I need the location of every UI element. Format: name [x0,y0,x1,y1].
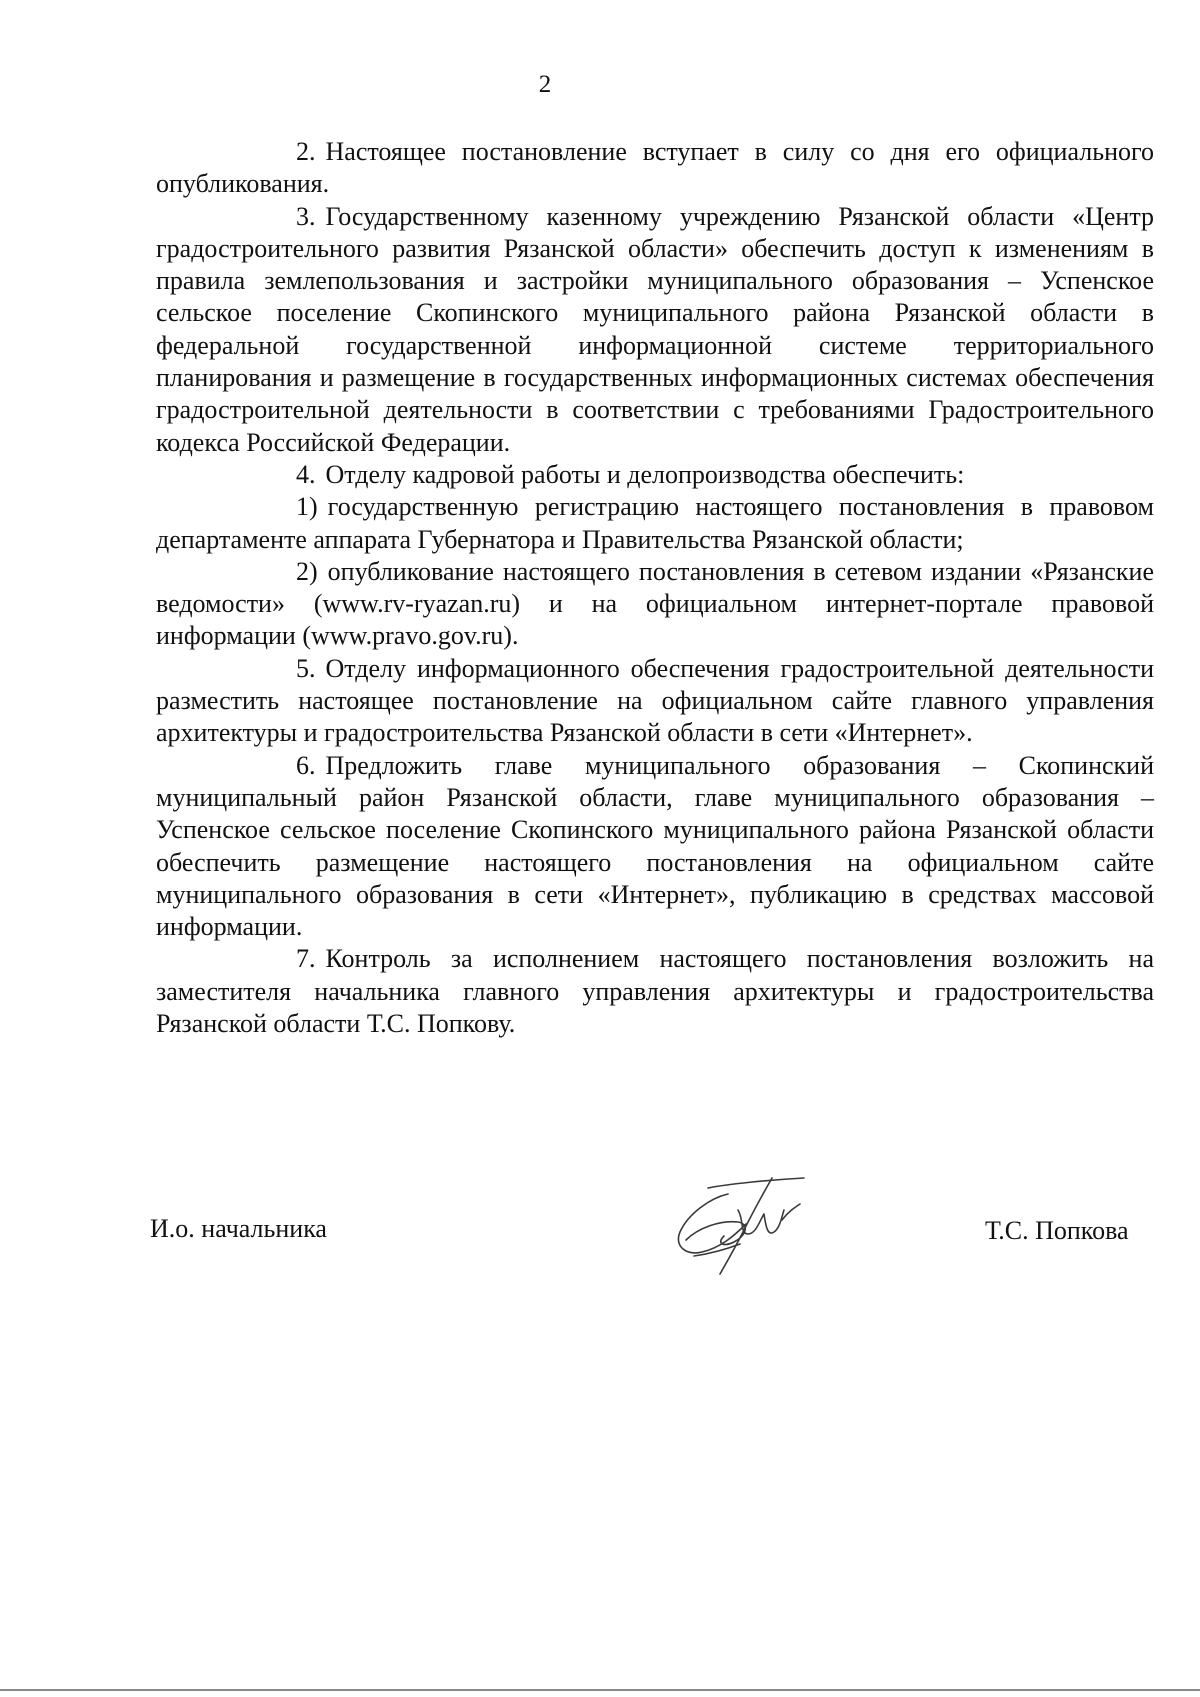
paragraph-4-2 [156,556,1154,653]
signatory-role: И.о. начальника [150,1214,327,1243]
paragraph-text: Отделу кадровой работы и делопроизводства обеспечить: [325,459,965,489]
paragraph-4 [156,459,1154,491]
paragraph-text: государственную регистрацию настоящего постановления в правовом департаменте аппарата Губернатора и Правительства Рязанской области; [156,492,1154,554]
signature-block [0,1170,1200,1290]
handwritten-signature [668,1170,838,1280]
page-bottom-edge [0,1689,1200,1691]
paragraph-text: опубликование настоящего постановления в сетевом издании «Рязанские ведомости» (www.rv-ryazan.ru) и на официальном интернет-портале правовой информации (www.pravo.gov.ru). [156,556,1154,651]
paragraph-2 [156,136,1154,201]
subparagraph-number: 2) [296,556,318,586]
page-number: 2 [538,71,552,98]
signatory-name: Т.С. Попкова [985,1216,1129,1245]
paragraph-text: Настоящее постановление вступает в силу со дня его официального опубликования. [156,137,1154,199]
paragraph-text: Контроль за исполнением настоящего постановления возложить на заместителя начальника главного управления архитектуры и градостроительства Рязанской области Т.С. Попкову. [156,944,1154,1039]
document-body [156,136,1154,1040]
paragraph-5 [156,653,1154,750]
paragraph-3 [156,201,1154,459]
paragraph-6 [156,750,1154,944]
paragraph-number: 6. [296,750,316,780]
paragraph-number: 3. [296,201,316,231]
paragraph-text: Отделу информационного обеспечения градостроительной деятельности разместить настоящее постановление на официальном сайте главного управления архитектуры и градостроительства Рязанской области в сети «Интернет». [156,653,1154,748]
paragraph-7 [156,943,1154,1040]
paragraph-4-1 [156,491,1154,556]
paragraph-text: Предложить главе муниципального образования – Скопинский муниципальный район Рязанской области, главе муниципального образования – Успенское сельское поселение Скопинского муниципального района Рязанской области обеспечить размещение настоящего постановления на официальном сайте муниципального образования в сети «Интернет», публикацию в средствах массовой информации. [156,750,1154,942]
paragraph-number: 7. [296,944,316,974]
paragraph-text: Государственному казенному учреждению Рязанской области «Центр градостроительного развития Рязанской области» обеспечить доступ к изменениям в правила землепользования и застройки муниципального образования – Успенское сельское поселение Скопинского муниципального района Рязанской области в федеральной государственной информационной системе территориального планирования и размещение в государственных информационных системах обеспечения градостроительной деятельности в соответствии с требованиями Градостроительного кодекса Российской Федерации. [156,201,1154,457]
paragraph-number: 5. [296,653,316,683]
paragraph-number: 2. [296,137,316,166]
subparagraph-number: 1) [296,492,318,522]
paragraph-number: 4. [296,459,316,489]
